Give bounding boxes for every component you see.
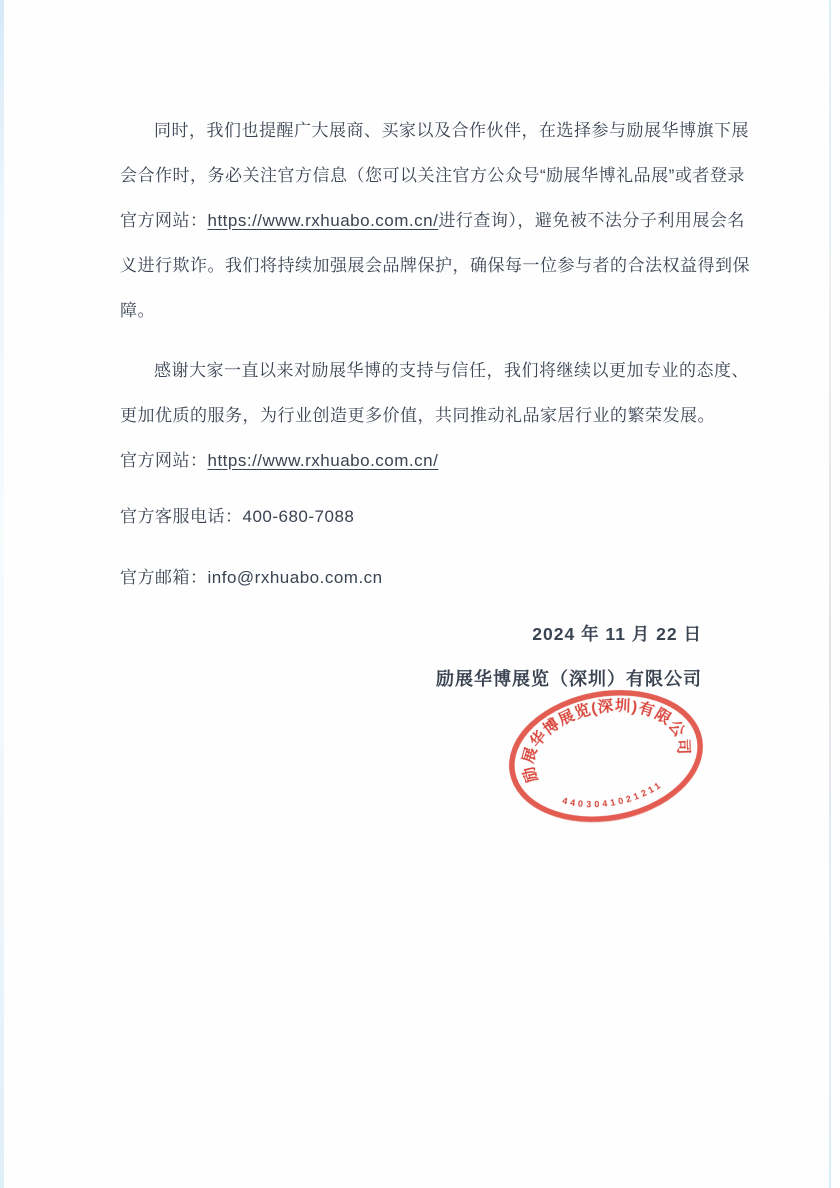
paragraph-1-line-3-prefix: 官方网站： — [120, 211, 208, 230]
contact-block — [120, 438, 738, 600]
paragraph-2-line-1: 感谢大家一直以来对励展华博的支持与信任，我们将继续以更加专业的态度、 — [154, 361, 749, 380]
signature-company-name: 励展华博展览（深圳）有限公司 — [436, 669, 702, 689]
paragraph-1-line-3-suffix: 进行查询），避免被不法分子利用展会名 — [438, 211, 745, 230]
paragraph-1-line-2: 会合作时，务必关注官方信息（您可以关注官方公众号“励展华博礼品展”或者登录 — [120, 166, 745, 185]
paragraph-1 — [120, 108, 750, 333]
paragraph-2 — [120, 348, 749, 438]
paragraph-1-line-5: 障。 — [120, 301, 155, 320]
official-website-link[interactable]: https://www.rxhuabo.com.cn/ — [207, 451, 439, 470]
official-website-inline-link[interactable]: https://www.rxhuabo.com.cn/ — [207, 211, 439, 230]
paragraph-1-line-1: 同时，我们也提醒广大展商、买家以及合作伙伴，在选择参与励展华博旗下展 — [154, 121, 749, 140]
letter-body — [120, 108, 750, 702]
contact-email-line: 官方邮箱：info@rxhuabo.com.cn — [120, 568, 383, 587]
seal-number-arc — [560, 778, 667, 816]
scan-edge-left — [0, 0, 4, 1188]
signature-date: 2024 年 11 月 22 日 — [532, 624, 702, 644]
contact-website-label: 官方网站： — [120, 451, 208, 470]
scan-edge-right — [829, 0, 831, 1188]
contact-website-line — [120, 438, 738, 483]
paragraph-1-line-4: 义进行欺诈。我们将持续加强展会品牌保护，确保每一位参与者的合法权益得到保 — [120, 256, 750, 275]
contact-phone-line: 官方客服电话：400-680-7088 — [120, 507, 355, 526]
seal-company-arc-text: 励展华博展览(深圳)有限公司 — [520, 697, 692, 785]
paragraph-2-line-2: 更加优质的服务，为行业创造更多价值，共同推动礼品家居行业的繁荣发展。 — [120, 406, 715, 425]
seal-number-arc-text: 4403041021211 — [561, 778, 665, 810]
paragraph-1-line-3 — [120, 198, 745, 243]
